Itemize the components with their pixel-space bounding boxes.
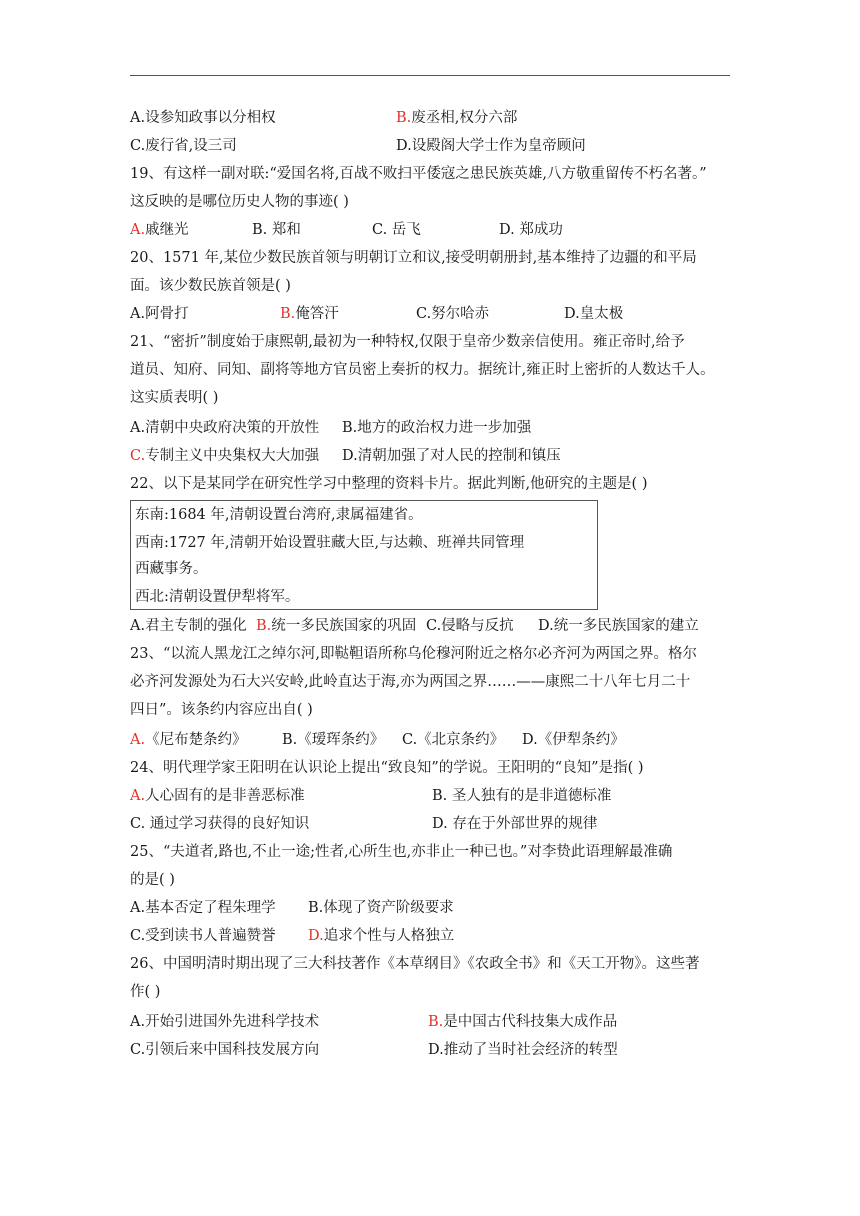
header-rule <box>130 75 730 76</box>
q22-option-b-text: 统一多民族国家的巩固 <box>271 618 417 634</box>
q20-answer-mark: B. <box>280 306 296 322</box>
q25-row-1 <box>130 898 454 918</box>
q22-card-northwest: 西北:清朝设置伊犁将军。 <box>135 589 300 605</box>
q22-data-card <box>130 500 598 610</box>
q22-card-southeast: 东南:1684 年,清朝设置台湾府,隶属福建省。 <box>135 507 423 523</box>
q20-stem-1: 20、1571 年,某位少数民族首领与明朝订立和议,接受明朝册封,基本维持了边疆的和平局 <box>130 250 697 266</box>
q21-stem-3: 这实质表明( ) <box>130 390 219 406</box>
q22-options <box>130 616 699 636</box>
q24-option-a <box>130 788 305 804</box>
q24-row-2 <box>130 814 598 834</box>
q26-option-d: D.推动了当时社会经济的转型 <box>428 1042 618 1058</box>
q23-stem-1: 23、“以流人黑龙江之绰尔河,即鞑靼语所称乌伦穆河附近之格尔必齐河为两国之界。格尔 <box>130 646 697 662</box>
q22-option-b <box>256 616 416 636</box>
q18-row-1 <box>130 108 518 128</box>
q21-option-c-text: 专制主义中央集权大大加强 <box>145 448 320 464</box>
q18-row-2 <box>130 136 586 156</box>
q26-stem-2: 作( ) <box>130 984 161 1000</box>
q23-answer-mark: A. <box>130 732 146 748</box>
q24-option-a-text: 人心固有的是非善恶标准 <box>145 788 305 804</box>
q20-option-a: A.阿骨打 <box>130 306 189 322</box>
q21-option-c <box>130 448 319 464</box>
q20-option-b <box>280 304 339 324</box>
q24-option-c: C. 通过学习获得的良好知识 <box>130 816 310 832</box>
q25-option-d <box>308 926 454 946</box>
q26-answer-mark: B. <box>428 1014 444 1030</box>
q19-answer-mark: A. <box>130 222 146 238</box>
q24-row-1 <box>130 786 612 806</box>
q25-option-b: B.体现了资产阶级要求 <box>308 900 454 916</box>
q23-option-a <box>130 732 247 748</box>
q23-option-c: C.《北京条约》 <box>402 732 505 748</box>
q19-options <box>130 220 563 240</box>
q22-card-southwest: 西南:1727 年,清朝开始设置驻藏大臣,与达赖、班禅共同管理 <box>135 535 525 551</box>
q25-answer-mark: D. <box>308 928 324 944</box>
q22-stem: 22、以下是某同学在研究性学习中整理的资料卡片。据此判断,他研究的主题是( ) <box>130 476 648 492</box>
q19-option-c: C. 岳飞 <box>372 222 421 238</box>
q18-option-b <box>396 108 517 128</box>
q21-option-b: B.地方的政治权力进一步加强 <box>342 420 532 436</box>
q22-option-d: D.统一多民族国家的建立 <box>538 618 699 634</box>
q25-option-a: A.基本否定了程朱理学 <box>130 900 276 916</box>
q18-option-b-text: 废丞相,权分六部 <box>411 110 518 126</box>
q21-stem-1: 21、“密折”制度始于康熙朝,最初为一种特权,仅限于皇帝少数亲信使用。雍正帝时,给予 <box>130 334 685 350</box>
q26-option-c: C.引领后来中国科技发展方向 <box>130 1042 320 1058</box>
q25-option-c: C.受到读书人普遍赞誉 <box>130 928 276 944</box>
q23-option-a-text: 《尼布楚条约》 <box>145 732 247 748</box>
q22-option-a: A.君主专制的强化 <box>130 618 247 634</box>
q25-stem-1: 25、“夫道者,路也,不止一途;性者,心所生也,亦非止一种已也。”对李贽此语理解最准确 <box>130 844 673 860</box>
q23-stem-2: 必齐河发源处为石大兴安岭,此岭直达于海,亦为两国之界……——康熙二十八年七月二十 <box>130 674 691 690</box>
q19-option-a <box>130 222 189 238</box>
q24-answer-mark: A. <box>130 788 146 804</box>
q18-option-a: A.设参知政事以分相权 <box>130 110 276 126</box>
q22-answer-mark: B. <box>256 618 272 634</box>
q20-option-d: D.皇太极 <box>564 306 624 322</box>
q18-option-c: C.废行省,设三司 <box>130 138 237 154</box>
q24-stem: 24、明代理学家王阳明在认识论上提出“致良知”的学说。王阳明的“良知”是指( ) <box>130 760 644 776</box>
q21-option-d: D.清朝加强了对人民的控制和镇压 <box>342 448 561 464</box>
q21-row-1 <box>130 418 532 438</box>
q20-option-b-text: 俺答汗 <box>295 306 339 322</box>
q20-options <box>130 304 624 324</box>
q21-row-2 <box>130 446 561 466</box>
q20-stem-2: 面。该少数民族首领是( ) <box>130 278 291 294</box>
q23-options <box>130 730 625 750</box>
q23-stem-3: 四日”。该条约内容应出自( ) <box>130 702 313 718</box>
q26-option-b <box>428 1012 617 1032</box>
q26-option-b-text: 是中国古代科技集大成作品 <box>443 1014 618 1030</box>
q26-stem-1: 26、中国明清时期出现了三大科技著作《本草纲目》《农政全书》和《天工开物》。这些著 <box>130 956 700 972</box>
q21-answer-mark: C. <box>130 448 146 464</box>
q19-option-a-text: 戚继光 <box>145 222 189 238</box>
q23-option-b: B.《瑷珲条约》 <box>282 732 385 748</box>
q26-row-1 <box>130 1012 618 1032</box>
q24-option-d: D. 存在于外部世界的规律 <box>432 816 598 832</box>
q22-card-southwest-cont: 西藏事务。 <box>135 561 208 577</box>
q20-option-c: C.努尔哈赤 <box>416 306 490 322</box>
q24-option-b: B. 圣人独有的是非道德标准 <box>432 788 612 804</box>
q19-stem-2: 这反映的是哪位历史人物的事迹( ) <box>130 194 349 210</box>
q21-option-a: A.清朝中央政府决策的开放性 <box>130 420 320 436</box>
q25-stem-2: 的是( ) <box>130 872 175 888</box>
q18-answer-mark: B. <box>396 110 412 126</box>
q26-row-2 <box>130 1040 618 1060</box>
q21-stem-2: 道员、知府、同知、副将等地方官员密上奏折的权力。据统计,雍正时上密折的人数达千人。 <box>130 362 715 378</box>
q26-option-a: A.开始引进国外先进科学技术 <box>130 1014 320 1030</box>
q25-option-d-text: 追求个性与人格独立 <box>323 928 455 944</box>
q19-option-b: B. 郑和 <box>252 222 301 238</box>
q23-option-d: D.《伊犁条约》 <box>522 732 625 748</box>
q19-stem-1: 19、有这样一副对联:“爱国名将,百战不败扫平倭寇之患民族英雄,八方敬重留传不朽名著。” <box>130 166 707 182</box>
q19-option-d: D. 郑成功 <box>499 222 563 238</box>
q22-option-c: C.侵略与反抗 <box>426 618 514 634</box>
q18-option-d: D.设殿阁大学士作为皇帝顾问 <box>396 138 586 154</box>
q25-row-2 <box>130 926 455 946</box>
